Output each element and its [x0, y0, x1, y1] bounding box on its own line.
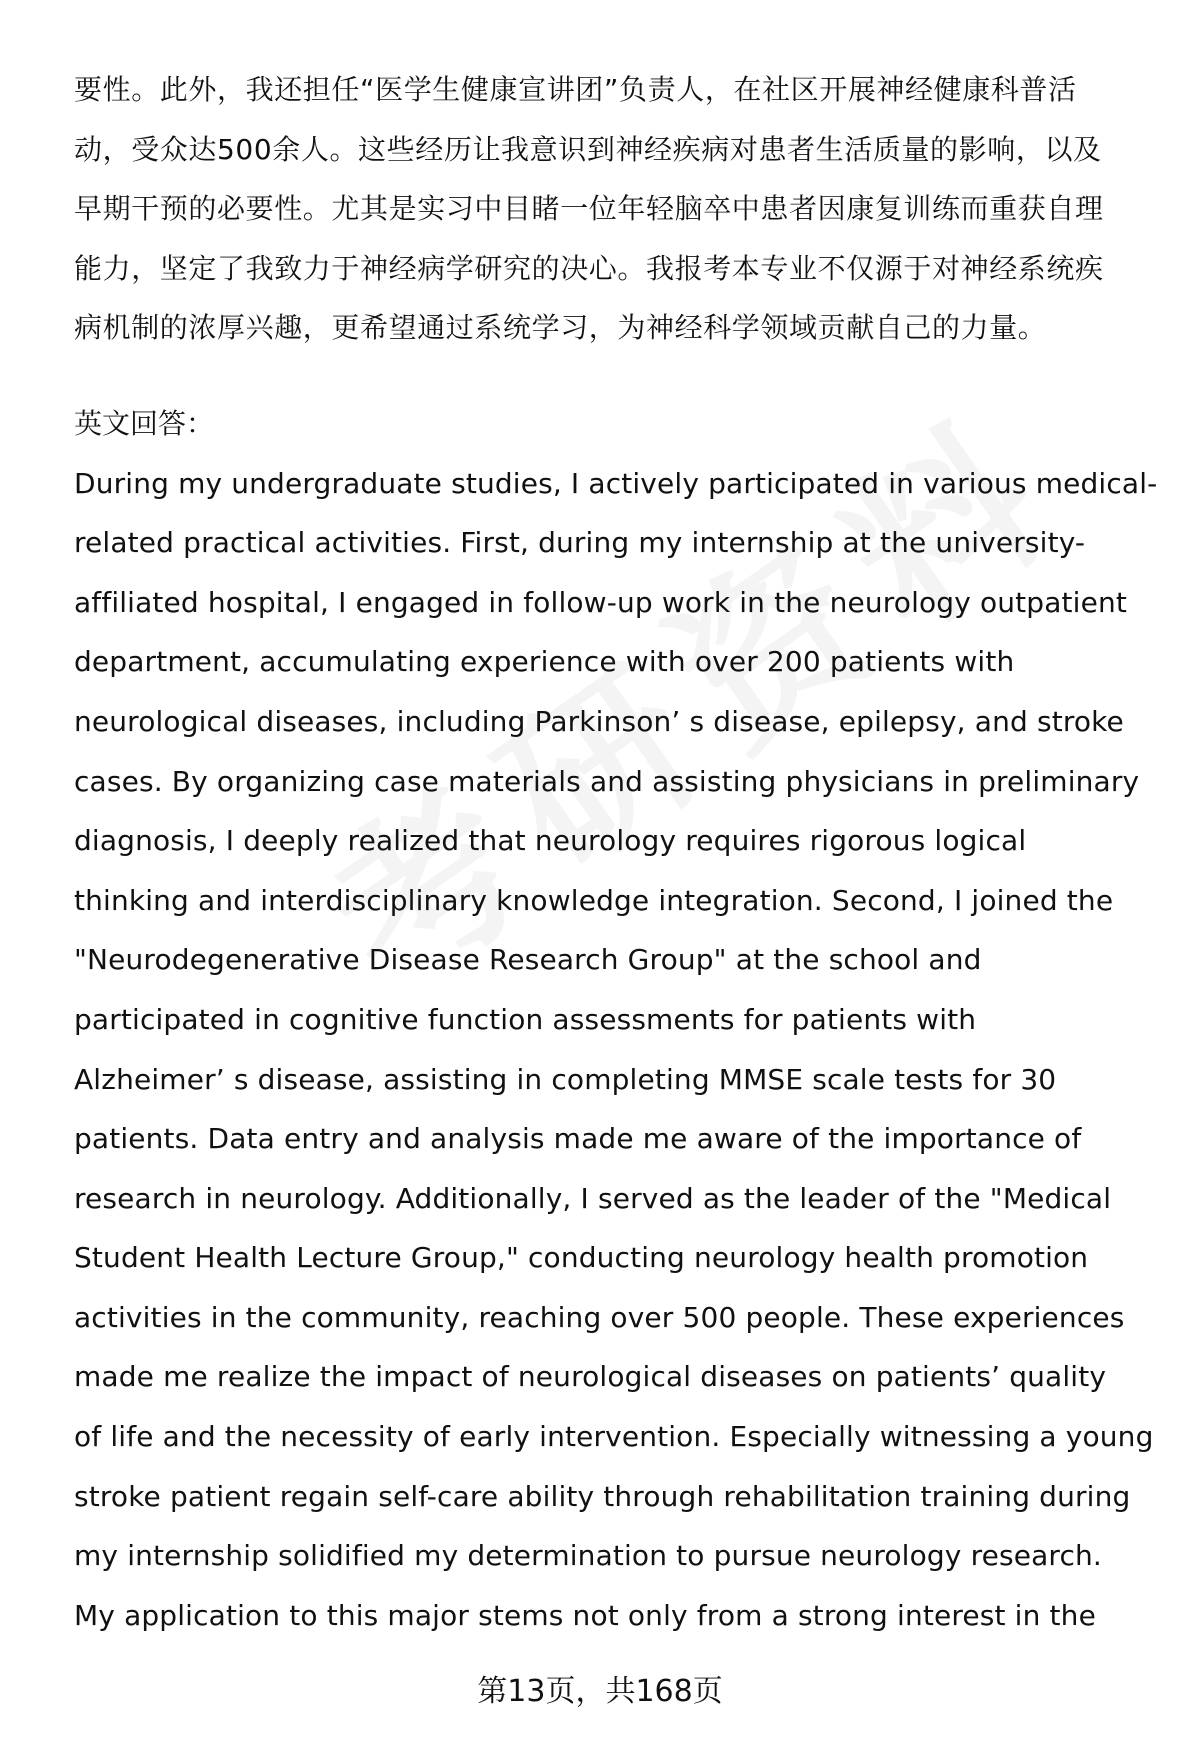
text-line: department, accumulating experience with over 200 patients with — [74, 645, 1015, 679]
page-number-footer: 第13页，共168页 — [477, 1674, 723, 1709]
text-line: 早期干预的必要性。尤其是实习中目睹一位年轻脑卒中患者因康复训练而重获自理 — [74, 192, 1104, 226]
text-line: participated in cognitive function assessments for patients with — [74, 1002, 977, 1036]
text-line: related practical activities. First, during my internship at the university- — [74, 526, 1086, 560]
page-content — [74, 60, 1164, 1645]
text-line: research in neurology. Additionally, I served as the leader of the "Medical — [74, 1181, 1112, 1215]
text-line: 能力，坚定了我致力于神经病学研究的决心。我报考本专业不仅源于对神经系统疾 — [74, 251, 1104, 285]
text-line: of life and the necessity of early intervention. Especially witnessing a young — [74, 1420, 1154, 1454]
text-line: patients. Data entry and analysis made me aware of the importance of — [74, 1122, 1082, 1156]
english-answer-heading: 英文回答： — [74, 406, 215, 440]
text-line: affiliated hospital, I engaged in follow-up work in the neurology outpatient — [74, 585, 1127, 619]
text-line: 病机制的浓厚兴趣，更希望通过系统学习，为神经科学领域贡献自己的力量。 — [74, 311, 1047, 345]
text-line: "Neurodegenerative Disease Research Group" at the school and — [74, 943, 982, 977]
text-line: Student Health Lecture Group," conducting neurology health promotion — [74, 1241, 1089, 1275]
text-line: My application to this major stems not only from a strong interest in the — [74, 1598, 1096, 1632]
english-answer-paragraph — [74, 454, 1164, 1646]
text-line: thinking and interdisciplinary knowledge integration. Second, I joined the — [74, 883, 1114, 917]
text-line: activities in the community, reaching over 500 people. These experiences — [74, 1300, 1125, 1334]
text-line: During my undergraduate studies, I actively participated in various medical- — [74, 466, 1158, 500]
text-line: my internship solidified my determination to pursue neurology research. — [74, 1539, 1102, 1573]
text-line: Alzheimer’ s disease, assisting in completing MMSE scale tests for 30 — [74, 1062, 1057, 1096]
text-line: neurological diseases, including Parkinson’ s disease, epilepsy, and stroke — [74, 704, 1124, 738]
text-line: made me realize the impact of neurological diseases on patients’ quality — [74, 1360, 1107, 1394]
text-line: cases. By organizing case materials and assisting physicians in preliminary — [74, 764, 1140, 798]
chinese-answer-paragraph — [74, 60, 1164, 358]
text-line: 动，受众达500余人。这些经历让我意识到神经疾病对患者生活质量的影响，以及 — [74, 132, 1102, 166]
text-line: diagnosis, I deeply realized that neurology requires rigorous logical — [74, 824, 1027, 858]
text-line: 要性。此外，我还担任“医学生健康宣讲团”负责人，在社区开展神经健康科普活 — [74, 73, 1077, 106]
text-line: stroke patient regain self-care ability through rehabilitation training during — [74, 1479, 1131, 1513]
paragraph-spacer — [74, 358, 1164, 394]
